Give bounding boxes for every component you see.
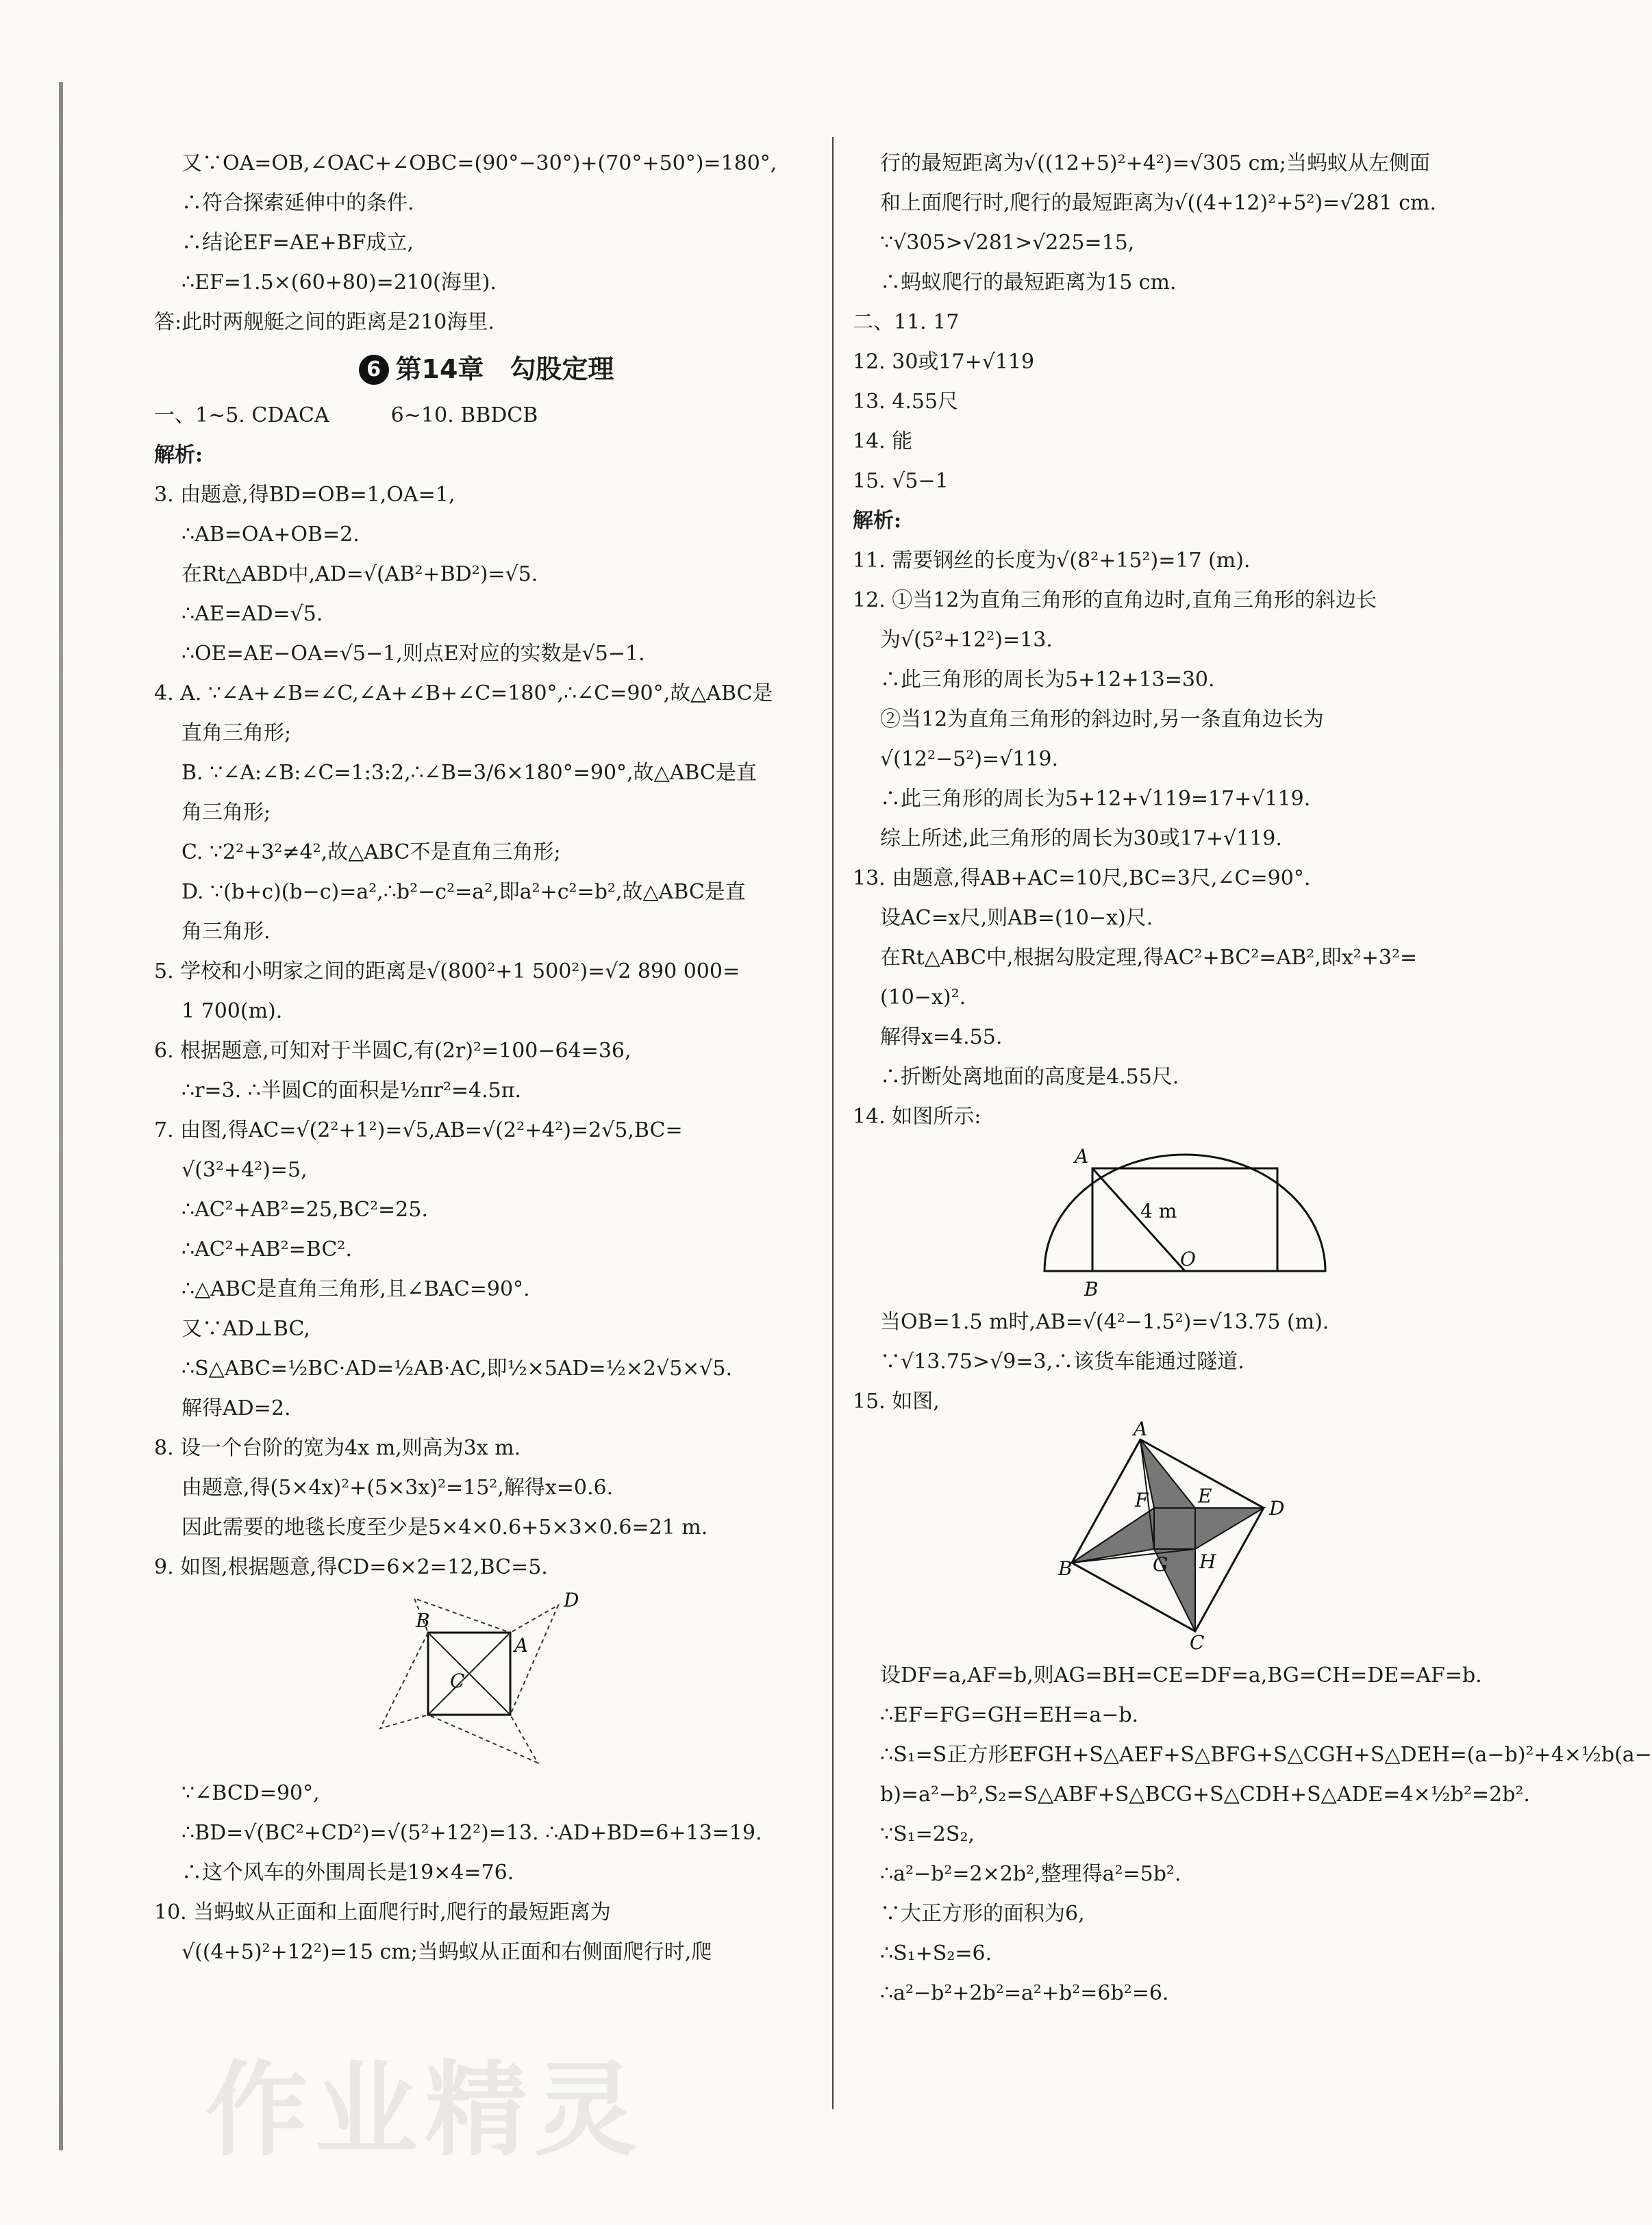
text-line: √((4+5)²+12²)=15 cm;当蚂蚁从正面和右侧面爬行时,爬 [182,1940,712,1964]
tunnel-diagram [1038,1141,1339,1298]
text-line: ∴折断处离地面的高度是4.55尺. [880,1065,1179,1089]
left-lines-after-fig9 [154,1774,818,1972]
chapter-heading [154,342,818,396]
text-line: 13. 由题意,得AB+AC=10尺,BC=3尺,∠C=90°. [853,866,1311,890]
text-line: ∴AC²+AB²=25,BC²=25. [182,1198,428,1222]
text-line: 角三角形. [182,920,271,944]
figure-tunnel [853,1141,1503,1298]
text-line: 又∵AD⊥BC, [182,1317,310,1341]
text-line: ∴蚂蚁爬行的最短距离为15 cm. [880,271,1177,294]
chapter-title: 第14章 勾股定理 [395,354,614,384]
fig15-label-e: E [1198,1485,1212,1507]
text-line: ∴EF=1.5×(60+80)=210(海里). [182,271,497,294]
fig14-label-b: B [1084,1278,1099,1300]
text-line: 直角三角形; [182,721,292,745]
fig9-label-b: B [416,1609,430,1632]
windmill-blade-2 [428,1674,538,1763]
text-line: 3. 由题意,得BD=OB=1,OA=1, [154,483,455,507]
text-line: 9. 如图,根据题意,得CD=6×2=12,BC=5. [154,1555,548,1579]
right-lines-after-fig14 [853,1303,1503,1422]
text-line: 为√(5²+12²)=13. [880,628,1053,652]
fig15-label-a: A [1134,1418,1148,1440]
text-line: 综上所述,此三角形的周长为30或17+√119. [880,827,1282,851]
text-line: ∴此三角形的周长为5+12+13=30. [880,668,1215,692]
fig15-label-d: D [1269,1497,1285,1520]
text-line: C. ∵2²+3²≠4²,故△ABC不是直角三角形; [182,840,561,864]
text-line: ∴OE=AE−OA=√5−1,则点E对应的实数是√5−1. [182,642,645,666]
text-line: ∴S₁=S正方形EFGH+S△AEF+S△BFG+S△CGH+S△DEH=(a−b)²+4×½b(a− [880,1743,1652,1767]
text-line: 解得AD=2. [182,1396,291,1420]
fig9-label-d: D [564,1589,579,1611]
text-line: ∴AC²+AB²=BC². [182,1237,352,1261]
right-lines-main [853,541,1503,1137]
chapter-badge: 6 [359,355,389,385]
text-line: ∴S△ABC=½BC·AD=½AB·AC,即½×5AD=½×2√5×√5. [182,1357,733,1381]
right-lines-top [853,144,1503,501]
text-line: 7. 由图,得AC=√(2²+1²)=√5,AB=√(2²+4²)=2√5,BC= [154,1118,683,1142]
text-line: B. ∵∠A:∠B:∠C=1:3:2,∴∠B=3/6×180°=90°,故△ABC是直 [182,761,757,785]
text-line: 和上面爬行时,爬行的最短距离为√((4+12)²+5²)=√281 cm. [880,191,1436,215]
text-line: ∴这个风车的外围周长是19×4=76. [182,1861,514,1885]
text-line: ∴BD=√(BC²+CD²)=√(5²+12²)=13. ∴AD+BD=6+13=19. [182,1821,762,1845]
text-line: ∵S₁=2S₂, [880,1822,975,1846]
analysis-label: 解析: [154,443,203,467]
text-line: 在Rt△ABC中,根据勾股定理,得AC²+BC²=AB²,即x²+3²= [880,946,1418,970]
text-line: (10−x)². [880,985,966,1009]
text-line: 1 700(m). [182,999,283,1023]
text-line: 14. 能 [853,429,913,453]
column-divider [832,137,834,2109]
text-line: 因此需要的地毯长度至少是5×4×0.6+5×3×0.6=21 m. [182,1516,708,1539]
text-line: b)=a²−b²,S₂=S△ABF+S△BCG+S△CDH+S△ADE=4×½b²=2b². [880,1783,1530,1807]
text-line: 10. 当蚂蚁从正面和上面爬行时,爬行的最短距离为 [154,1900,611,1924]
text-line: 在Rt△ABD中,AD=√(AB²+BD²)=√5. [182,562,538,586]
text-line: 12. 30或17+√119 [853,350,1035,374]
text-line: 5. 学校和小明家之间的距离是√(800²+1 500²)=√2 890 000= [154,959,740,983]
text-line: ∴符合探索延伸中的条件. [182,191,414,215]
text-line: ∵√13.75>√9=3,∴该货车能通过隧道. [880,1350,1244,1374]
watermark: 作业精灵 [205,2051,644,2170]
left-column [154,144,818,1972]
text-line: 11. 需要钢丝的长度为√(8²+15²)=17 (m). [853,549,1251,573]
fig14-label-length: 4 m [1140,1200,1177,1222]
text-line: 设AC=x尺,则AB=(10−x)尺. [880,906,1153,930]
text-line: 解得x=4.55. [880,1025,1003,1049]
right-column [853,144,1652,2013]
text-line: ∴S₁+S₂=6. [880,1941,992,1965]
text-line: 14. 如图所示: [853,1105,981,1129]
text-line: ∴此三角形的周长为5+12+√119=17+√119. [880,787,1311,811]
text-line: ∵√305>√281>√225=15, [880,231,1135,255]
fig14-label-o: O [1180,1248,1196,1270]
text-line: √(3²+4²)=5, [182,1158,308,1182]
windmill-blade-1 [469,1605,558,1715]
fig14-label-a: A [1075,1145,1089,1168]
text-line: 13. 4.55尺 [853,390,959,414]
text-line: 15. √5−1 [853,469,949,493]
text-line: ∴AE=AD=√5. [182,602,323,626]
text-line: ∴r=3. ∴半圆C的面积是½πr²=4.5π. [182,1079,522,1103]
fig15-label-c: C [1190,1631,1205,1654]
text-line: 4. A. ∵∠A+∠B=∠C,∠A+∠B+∠C=180°,∴∠C=90°,故△ABC是 [154,681,773,705]
fig15-label-f: F [1135,1489,1149,1511]
right-lines-after-fig15 [853,1656,1652,2013]
figure-squares [853,1418,1503,1654]
triangle-aef [1140,1440,1195,1508]
fig15-label-h: H [1199,1550,1216,1573]
text-line: ∵大正方形的面积为6, [880,1902,1085,1926]
text-line: 12. ①当12为直角三角形的直角边时,直角三角形的斜边长 [853,588,1377,612]
text-line: 二、11. 17 [853,310,960,334]
text-line: ∴△ABC是直角三角形,且∠BAC=90°. [182,1277,530,1301]
text-line: 又∵OA=OB,∠OAC+∠OBC=(90°−30°)+(70°+50°)=180°, [182,151,777,175]
windmill-diagram [373,1589,592,1770]
right-analysis-label: 解析: [853,509,902,533]
text-line: ∴EF=FG=GH=EH=a−b. [880,1703,1139,1727]
text-line: ②当12为直角三角形的斜边时,另一条直角边长为 [880,707,1324,731]
text-line: 设DF=a,AF=b,则AG=BH=CE=DF=a,BG=CH=DE=AF=b. [880,1663,1482,1687]
figure-windmill [154,1589,818,1770]
text-line: ∵∠BCD=90°, [182,1781,320,1805]
text-line: ∴结论EF=AE+BF成立, [182,231,414,255]
text-line: ∴a²−b²=2×2b²,整理得a²=5b². [880,1862,1181,1886]
text-line: ∴AB=OA+OB=2. [182,523,360,546]
fig9-label-c: C [450,1670,465,1692]
left-lines-main [154,475,818,1587]
binding-edge [59,82,63,2150]
fig15-label-b: B [1058,1557,1073,1580]
fig9-label-a: A [514,1634,529,1657]
fig15-label-g: G [1153,1553,1168,1576]
text-line: 由题意,得(5×4x)²+(5×3x)²=15²,解得x=0.6. [182,1476,614,1500]
text-line: D. ∵(b+c)(b−c)=a²,∴b²−c²=a²,即a²+c²=b²,故△ABC是直 [182,880,746,904]
text-line: 当OB=1.5 m时,AB=√(4²−1.5²)=√13.75 (m). [880,1310,1329,1334]
text-line: 行的最短距离为√((12+5)²+4²)=√305 cm;当蚂蚁从左侧面 [880,151,1431,175]
text-line: 角三角形; [182,801,271,825]
text-line: 答:此时两舰艇之间的距离是210海里. [154,310,495,334]
text-line: ∴a²−b²+2b²=a²+b²=6b²=6. [880,1981,1169,2005]
choice-answers: 一、1~5. CDACA 6~10. BBDCB [154,403,538,427]
text-line: 15. 如图, [853,1390,940,1413]
left-lines-top [154,144,818,342]
text-line: √(12²−5²)=√119. [880,747,1059,771]
small-square [1154,1508,1195,1549]
text-line: 8. 设一个台阶的宽为4x m,则高为3x m. [154,1436,521,1460]
squares-diagram [1058,1418,1305,1654]
text-line: 6. 根据题意,可知对于半圆C,有(2r)²=100−64=36, [154,1039,631,1063]
